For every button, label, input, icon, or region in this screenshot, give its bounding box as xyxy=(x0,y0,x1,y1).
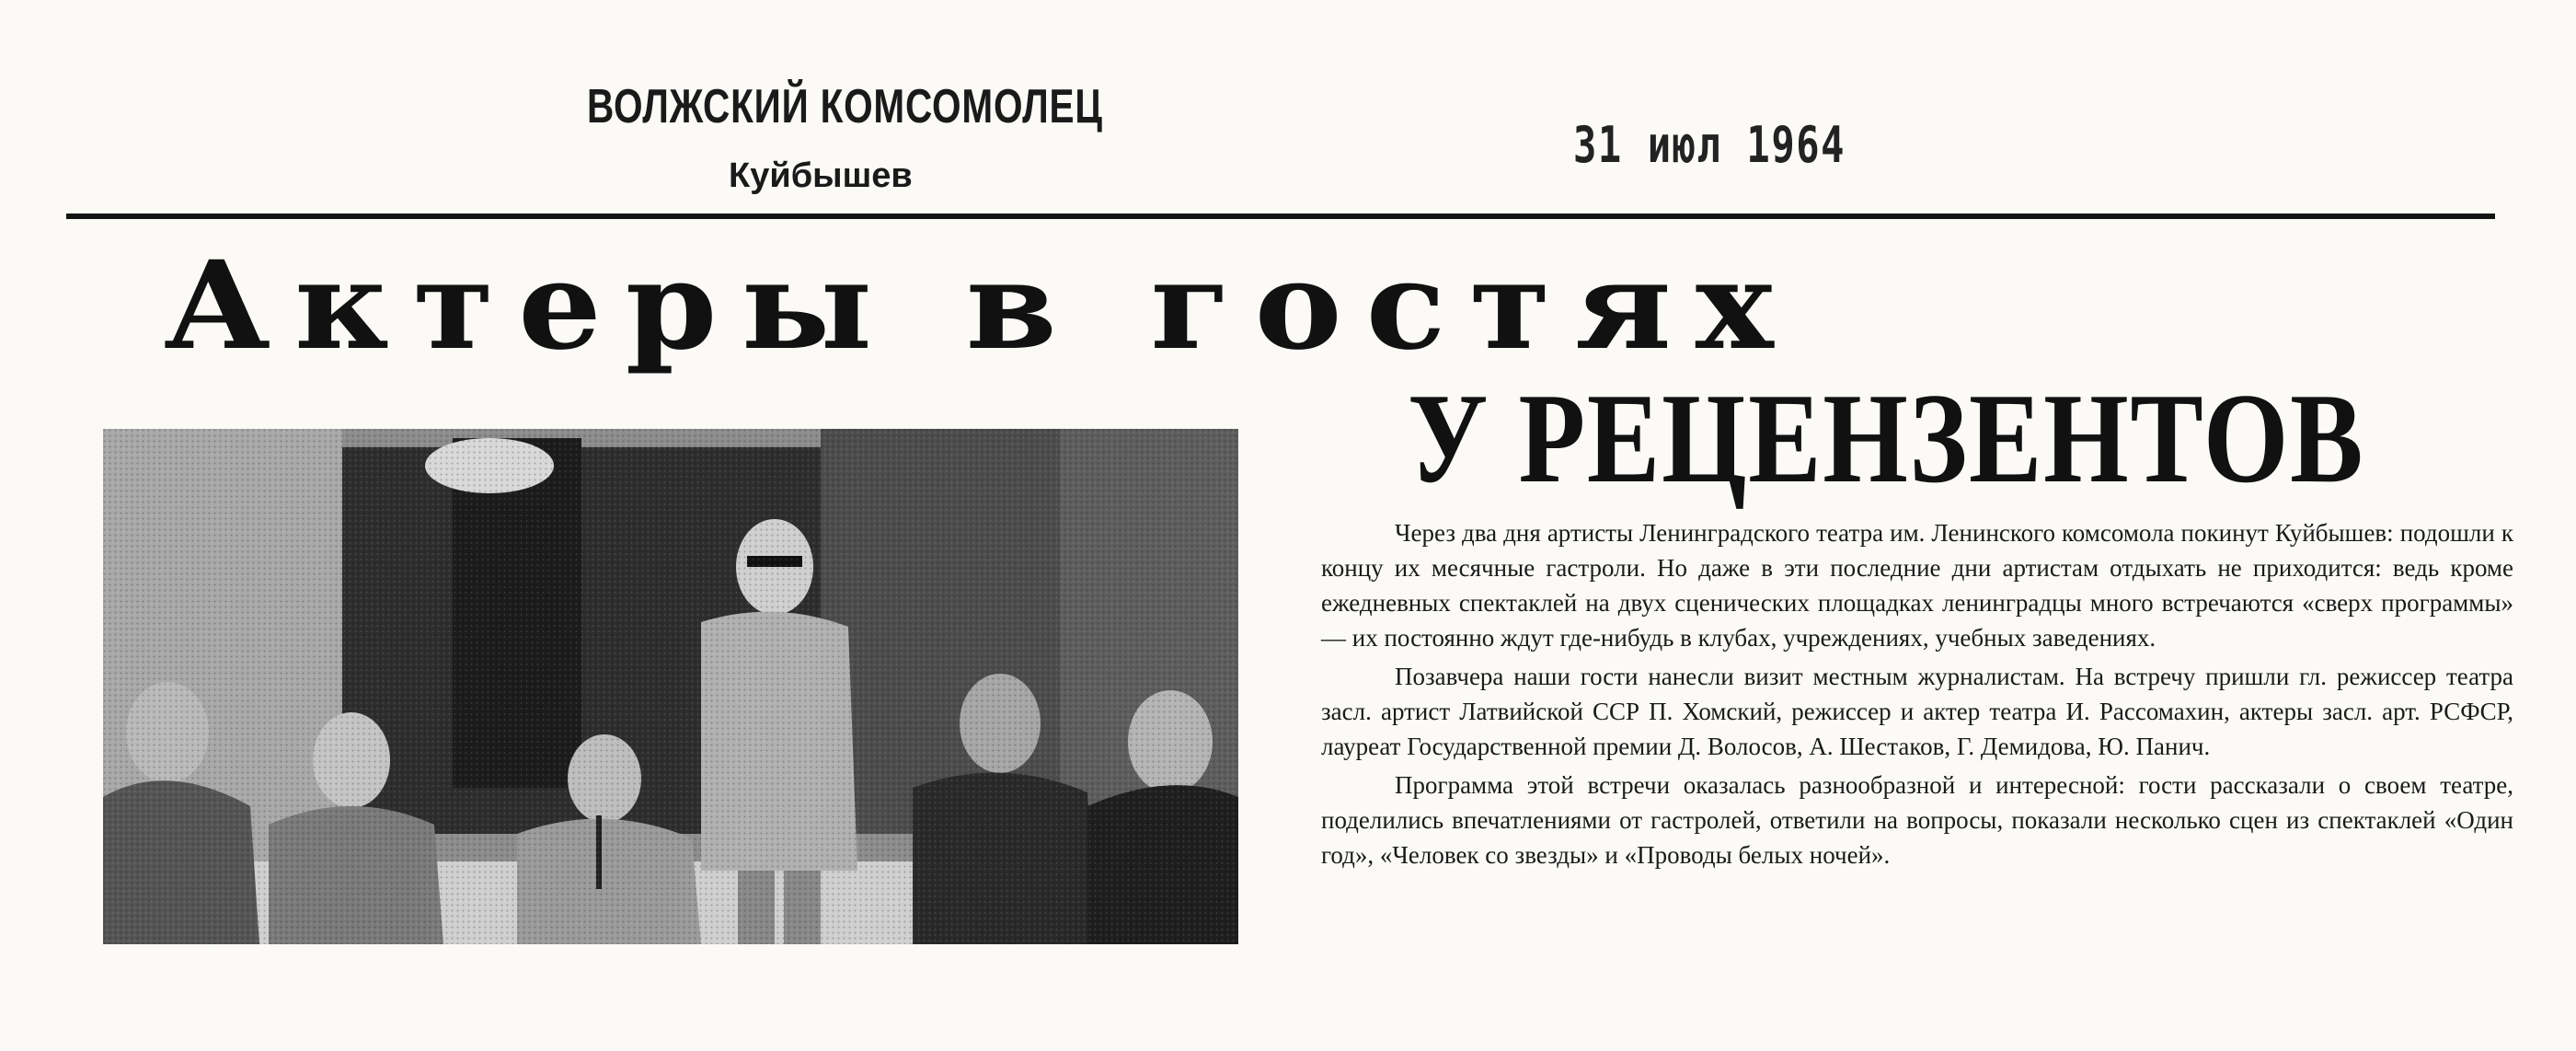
article-paragraph-3: Программа этой встречи оказалась разнообразной и интересной: гости рассказали о своем театре, поделились впечатлениями от гастролей, ответили на вопросы, показали несколько сцен из спектаклей «Один год», «Человек со звезды» и «Проводы белых ночей». xyxy=(1321,771,2513,869)
photo-illustration xyxy=(103,429,1238,944)
article-paragraph-2: Позавчера наши гости нанесли визит местным журналистам. На встречу пришли гл. режиссер театра засл. артист Латвийской ССР П. Хомский, режиссер и актер театра И. Рассомахин, актеры засл. арт. РСФСР, лауреат Государственной премии Д. Волосов, А. Шестаков, Г. Демидова, Ю. Панич. xyxy=(1321,663,2513,760)
masthead-rule xyxy=(66,214,2495,219)
newspaper-city: Куйбышев xyxy=(729,156,913,195)
article-paragraph-1: Через два дня артисты Ленинградского театра им. Ленинского комсомола покинут Куйбышев: подошли к концу их месячные гастроли. Но даже в эти последние дни артистам отдыхать не приходится: ведь кроме ежедневных спектаклей на двух сценических площадках ленинградцы много встречаются «сверх программы» — их постоянно ждут где-нибудь в клубах, учреждениях, учебных заведениях. xyxy=(1321,519,2513,652)
date-stamp: 31 июл 1964 xyxy=(1573,116,1846,174)
article-body xyxy=(1321,515,2513,876)
newspaper-name: ВОЛЖСКИЙ КОМСОМОЛЕЦ xyxy=(587,80,1103,133)
news-photo xyxy=(103,429,1238,944)
headline-line-1: Актеры в гостях xyxy=(164,235,1798,377)
headline-line-2: У РЕЦЕНЗЕНТОВ xyxy=(1408,367,2365,510)
